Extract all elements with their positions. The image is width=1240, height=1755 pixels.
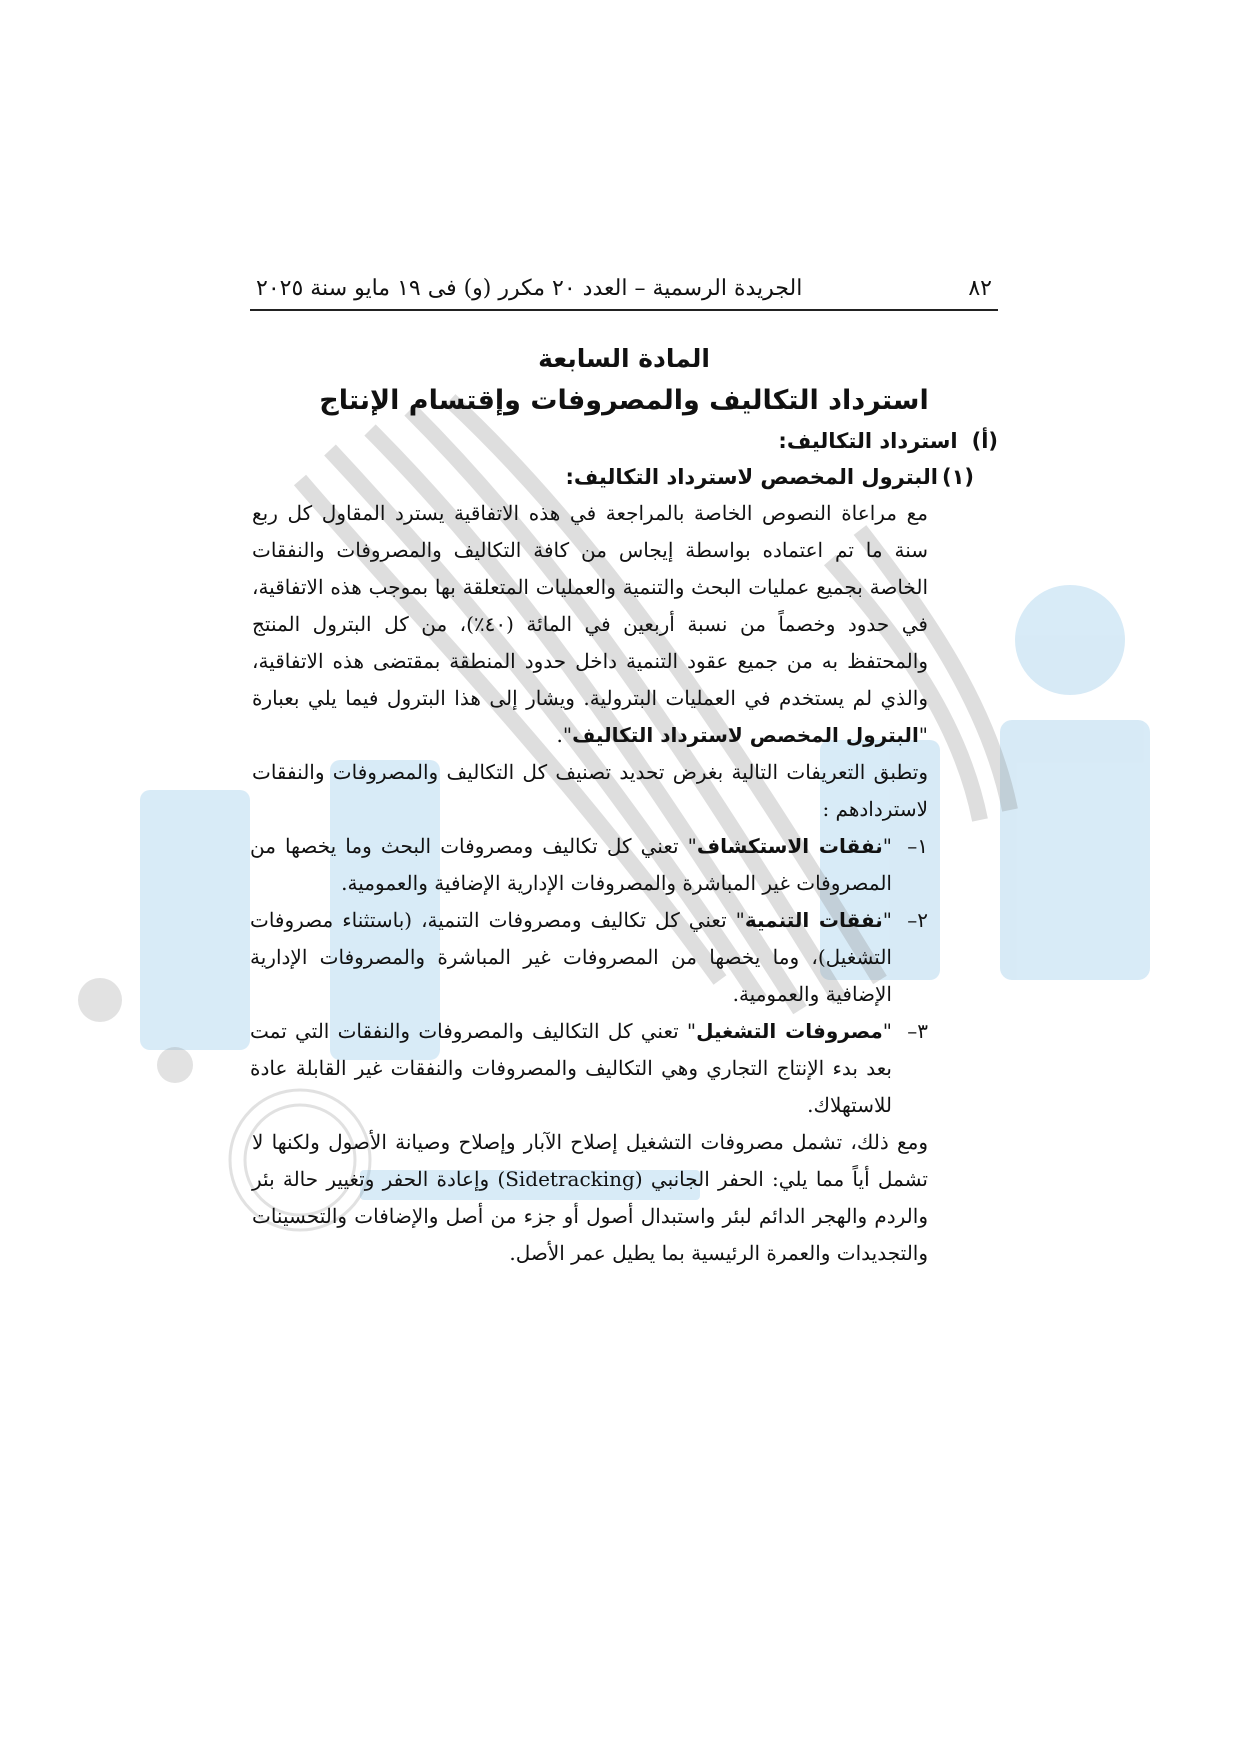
definition-text	[250, 828, 898, 902]
gazette-header	[250, 276, 998, 311]
definition-number: ٢–	[907, 908, 928, 932]
open-quote: "	[882, 1019, 892, 1043]
definition-text	[250, 1013, 898, 1124]
paragraph-1-end: ".	[556, 723, 573, 747]
definition-term: نفقات التنمية	[744, 908, 883, 932]
section-a-heading	[250, 423, 998, 459]
section-a-marker: (أ)	[971, 429, 998, 453]
article-subtitle: استرداد التكاليف والمصروفات وإقتسام الإنتاج	[319, 385, 929, 416]
definition-term: مصروفات التشغيل	[696, 1019, 883, 1043]
definition-text	[250, 902, 898, 1013]
subsection-1-heading	[250, 459, 998, 495]
definition-body: " تعني كل تكاليف ومصروفات البحث وما يخصها من المصروفات غير المباشرة والمصروفات الإدارية الإضافية والعمومية.	[250, 834, 892, 895]
subsection-1-title: البترول المخصص لاسترداد التكاليف:	[565, 465, 938, 489]
paragraph-definitions-intro: وتطبق التعريفات التالية بغرض تحديد تصنيف كل التكاليف والمصروفات والنفقات لاستردادهم :	[252, 760, 928, 821]
definition-number: ١–	[907, 834, 928, 858]
paragraph-1-bold: البترول المخصص لاسترداد التكاليف	[572, 723, 919, 747]
definition-number: ٣–	[907, 1019, 928, 1043]
article-title: المادة السابعة	[538, 344, 710, 373]
paragraph-1-text: مع مراعاة النصوص الخاصة بالمراجعة في هذه الاتفاقية يسترد المقاول كل ربع سنة ما تم اعتماده بواسطة إيجاس من كافة التكاليف والمصروفات والنفقات الخاصة بجميع عمليات البحث والتنمية والعمليات المتعلقة بها بموجب هذه الاتفاقية، في حدود وخصماً من نسبة أربعين في المائة (٤٠٪)، من كل البترول المنتج والمحتفظ به من جميع عقود التنمية داخل حدود المنطقة بمقتضى هذه الاتفاقية، والذي لم يستخدم في العمليات البترولية. ويشار إلى هذا البترول فيما يلي بعبارة "	[252, 501, 928, 747]
definition-term: نفقات الاستكشاف	[696, 834, 883, 858]
definition-body: " تعني كل التكاليف والمصروفات والنفقات التي تمت بعد بدء الإنتاج التجاري وهي التكاليف والمصروفات والنفقات غير القابلة عادة للاستهلاك.	[250, 1019, 892, 1117]
definition-body: " تعني كل تكاليف ومصروفات التنمية، (باستثناء مصروفات التشغيل)، وما يخصها من المصروفات غير المباشرة والمصروفات الإدارية الإضافية والعمومية.	[250, 908, 892, 1006]
open-quote: "	[882, 834, 892, 858]
page-number: ٨٢	[968, 276, 992, 301]
gazette-title: الجريدة الرسمية – العدد ٢٠ مكرر (و) فى ١٩ مايو سنة ٢٠٢٥	[256, 276, 803, 301]
definition-item	[250, 1013, 928, 1124]
definition-item	[250, 902, 928, 1013]
definition-item	[250, 828, 928, 902]
paragraph-operating-expenses: ومع ذلك، تشمل مصروفات التشغيل إصلاح الآبار وإصلاح وصيانة الأصول ولكنها لا تشمل أياً مما يلي: الحفر الجانبي (Sidetracking) وإعادة الحفر وتغيير حالة بئر والردم والهجر الدائم لبئر واستبدال أصول أو جزء من أصل والإضافات والتحسينات والتجديدات والعمرة الرئيسية بما يطيل عمر الأصل.	[252, 1130, 928, 1265]
section-a-title: استرداد التكاليف:	[778, 429, 958, 453]
subsection-1-marker: (١)	[941, 465, 974, 489]
document-page	[250, 276, 998, 1272]
paragraph-cost-recovery	[252, 495, 928, 754]
open-quote: "	[882, 908, 892, 932]
